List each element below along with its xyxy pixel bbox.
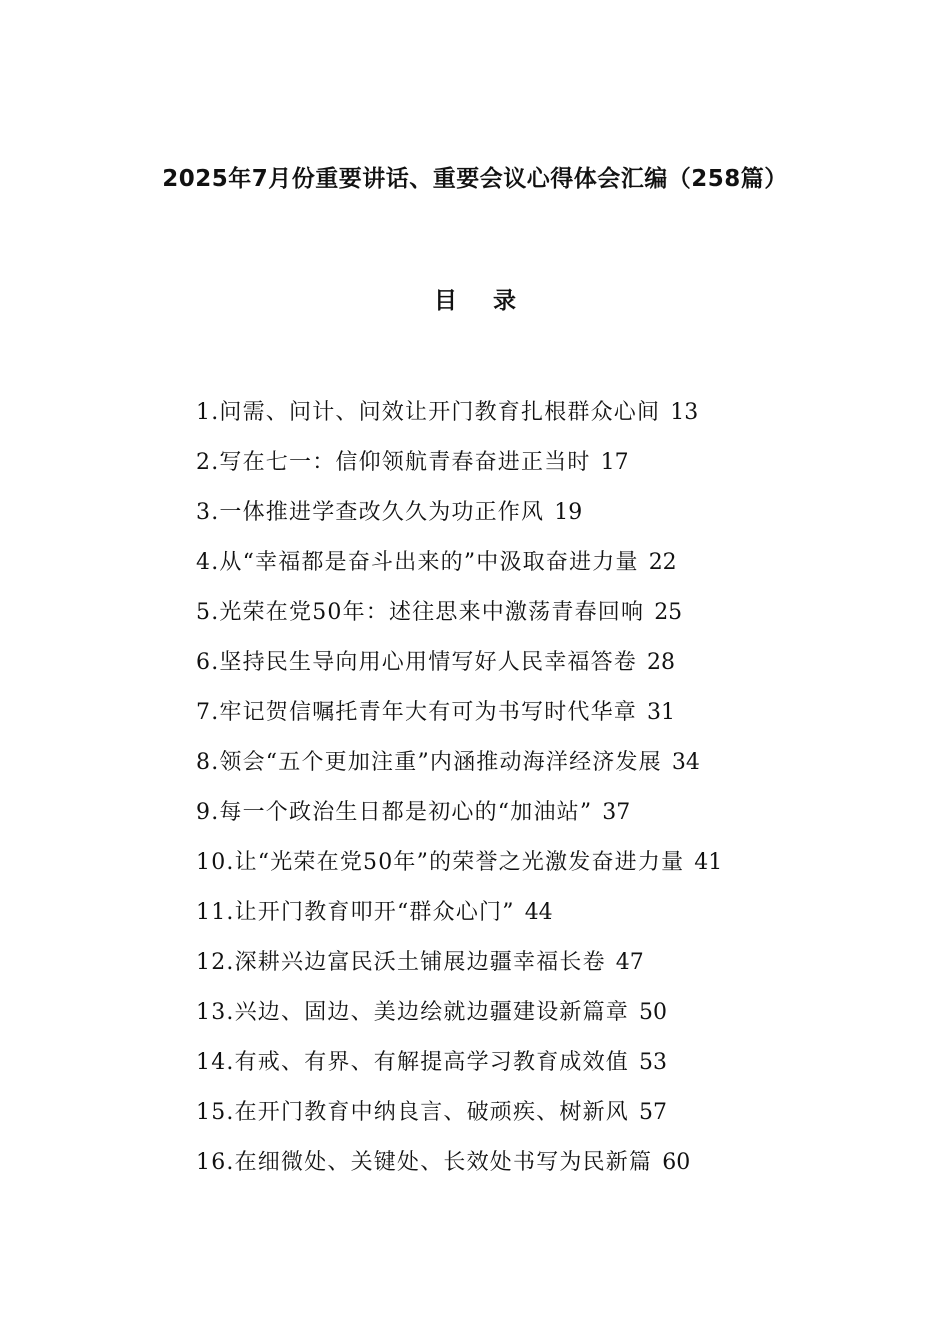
toc-entry[interactable] <box>196 546 896 596</box>
toc-entry-page-number: 44 <box>524 900 553 925</box>
toc-entry[interactable] <box>196 696 896 746</box>
toc-entry-title: 14.有戒、有界、有解提高学习教育成效值 <box>196 1050 629 1075</box>
document-title: 2025年7月份重要讲话、重要会议心得体会汇编（258篇） <box>162 166 788 192</box>
toc-entry-title: 11.让开门教育叩开“群众心门” <box>196 900 515 925</box>
toc-entry[interactable] <box>196 446 896 496</box>
toc-entry-title: 2.写在七一：信仰领航青春奋进正当时 <box>196 450 591 475</box>
toc-entry[interactable] <box>196 946 896 996</box>
toc-entry-title: 13.兴边、固边、美边绘就边疆建设新篇章 <box>196 1000 629 1025</box>
toc-entry-page-number: 31 <box>647 700 675 725</box>
toc-entry-page-number: 22 <box>648 550 677 575</box>
toc-entry-title: 16.在细微处、关键处、长效处书写为民新篇 <box>196 1150 653 1175</box>
toc-entry-title: 6.坚持民生导向用心用情写好人民幸福答卷 <box>196 650 637 675</box>
toc-entry-page-number: 28 <box>647 650 675 675</box>
toc-entry[interactable] <box>196 396 896 446</box>
toc-entry[interactable] <box>196 1146 896 1196</box>
toc-entry[interactable] <box>196 1096 896 1146</box>
toc-entry[interactable] <box>196 746 896 796</box>
toc-entry-page-number: 47 <box>615 950 644 975</box>
toc-entry-title: 10.让“光荣在党50年”的荣誉之光激发奋进力量 <box>196 850 685 875</box>
toc-entry-title: 4.从“幸福都是奋斗出来的”中汲取奋进力量 <box>196 550 639 575</box>
toc-entry-title: 12.深耕兴边富民沃土铺展边疆幸福长卷 <box>196 950 606 975</box>
toc-entry-page-number: 25 <box>654 600 683 625</box>
toc-entry-page-number: 34 <box>671 750 700 775</box>
toc-entry[interactable] <box>196 796 896 846</box>
toc-entry-title: 3.一体推进学查改久久为功正作风 <box>196 500 545 525</box>
toc-entry[interactable] <box>196 496 896 546</box>
toc-entry-page-number: 53 <box>639 1050 667 1075</box>
toc-entry-page-number: 57 <box>639 1100 667 1125</box>
toc-heading: 目 录 <box>433 288 530 314</box>
table-of-contents <box>196 396 896 1196</box>
toc-entry[interactable] <box>196 996 896 1046</box>
toc-entry-title: 5.光荣在党50年：述往思来中激荡青春回响 <box>196 600 645 625</box>
toc-entry-title: 1.问需、问计、问效让开门教育扎根群众心间 <box>196 400 661 425</box>
toc-entry-title: 9.每一个政治生日都是初心的“加油站” <box>196 800 593 825</box>
toc-entry-title: 8.领会“五个更加注重”内涵推动海洋经济发展 <box>196 750 662 775</box>
toc-entry[interactable] <box>196 646 896 696</box>
toc-entry-page-number: 19 <box>554 500 583 525</box>
toc-entry-page-number: 37 <box>602 800 631 825</box>
toc-entry-page-number: 17 <box>600 450 629 475</box>
toc-entry-page-number: 60 <box>662 1150 691 1175</box>
toc-entry-title: 7.牢记贺信嘱托青年大有可为书写时代华章 <box>196 700 637 725</box>
toc-entry[interactable] <box>196 1046 896 1096</box>
toc-entry[interactable] <box>196 846 896 896</box>
toc-entry-page-number: 50 <box>639 1000 667 1025</box>
toc-entry-page-number: 41 <box>694 850 723 875</box>
toc-entry[interactable] <box>196 596 896 646</box>
toc-entry-page-number: 13 <box>670 400 699 425</box>
toc-entry-title: 15.在开门教育中纳良言、破顽疾、树新风 <box>196 1100 629 1125</box>
toc-entry[interactable] <box>196 896 896 946</box>
